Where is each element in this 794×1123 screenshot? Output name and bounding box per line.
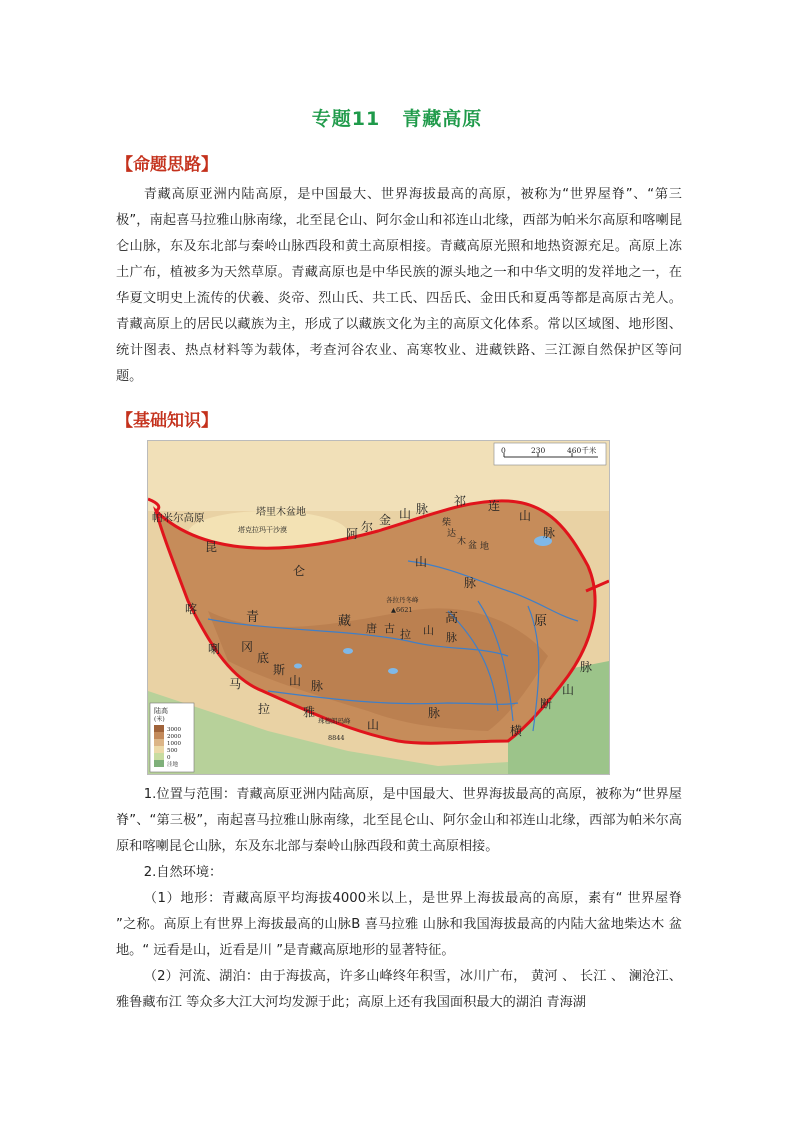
label-kunlun-2: 仑 [293, 564, 306, 578]
label-qaidam-4: 盆 [468, 541, 478, 551]
section-heading-basics: 【基础知识】 [116, 411, 218, 431]
label-himalaya-2: 拉 [258, 702, 271, 716]
legend-swatch-depression [154, 760, 164, 767]
label-tanggula-2: 古 [384, 622, 395, 635]
label-altun-5: 脉 [416, 502, 429, 516]
label-himalaya-5: 脉 [428, 706, 441, 720]
point-2a-terrain: （1）地形：青藏高原平均海拔4000米以上，是世界上海拔最高的高原，素有“ 世界屋脊 ”之称。高原上有世界上海拔最高的山脉B 喜马拉雅 山脉和我国海拔最高的内陆大盆地柴达木 盆地。“ 远看是山，近看是川 ”是青藏高原地形的显著特征。 [116, 891, 682, 958]
legend-level-3000: 3000 [167, 727, 181, 733]
label-tanggula-3: 拉 [400, 628, 411, 641]
label-altun-1: 阿 [346, 527, 359, 541]
point-2b-rivers-lakes: （2）河流、湖泊：由于海拔高，许多山峰终年积雪，冰川广布， 黄河 、 长江 、 澜沧江、 雅鲁藏布江 等众多大江大河均发源于此；高原上还有我国面积最大的湖泊 青海湖 [116, 969, 682, 1010]
label-himalaya-3: 雅 [303, 705, 316, 719]
label-gangdise-2: 底 [257, 651, 270, 665]
label-hengduan-2: 断 [540, 697, 553, 711]
legend-level-depression: 洼地 [167, 762, 179, 768]
label-hengduan-4: 脉 [580, 660, 593, 674]
legend-level-1000: 1000 [167, 741, 181, 747]
label-qilian-2: 连 [488, 499, 501, 513]
label-kunlun-3: 山 [415, 555, 428, 569]
legend-title: 陆高 [154, 707, 168, 715]
point-2-heading: 2.自然环境： [143, 865, 223, 880]
legend-level-0: 0 [167, 755, 171, 761]
intro-paragraph: 青藏高原亚洲内陆高原，是中国最大、世界海拔最高的高原，被称为“世界屋脊”、“第三极”，南起喜马拉雅山脉南缘，北至昆仑山、阿尔金山和祁连山北缘，西部为帕米尔高原和喀喇昆仑山脉，东及东北部与秦岭山脉西段和黄土高原相接。青藏高原光照和地热资源充足。高原上冻土广布，植被多为天然草原。青藏高原也是中华民族的源头地之一和中华文明的发祥地之一，在华夏文明史上流传的伏羲、炎帝、烈山氏、共工氏、四岳氏、金田氏和夏禹等都是高原古羌人。青藏高原上的居民以藏族为主，形成了以藏族文化为主的高原文化体系。常以区域图、地形图、统计图表、热点材料等为载体，考查河谷农业、高寒牧业、进藏铁路、三江源自然保护区等问题。 [116, 187, 682, 384]
label-kunlun-4: 脉 [464, 576, 477, 590]
lake-small-2 [294, 664, 302, 669]
topic-name: 青藏高原 [402, 108, 483, 130]
label-qaidam-5: 地 [480, 542, 490, 552]
label-gangdise-4: 山 [289, 674, 302, 688]
label-karakoram-1: 喀 [185, 602, 198, 616]
legend-swatch-0 [154, 753, 164, 760]
label-everest: 珠穆朗玛峰 [318, 717, 351, 725]
scale-label-mid: 230 [531, 446, 546, 455]
label-geladandong: 各拉丹冬峰 [386, 596, 419, 604]
label-gangdise-5: 脉 [311, 679, 324, 693]
label-gangdise-3: 斯 [273, 663, 286, 677]
topic-number: 专题11 [311, 108, 381, 130]
label-plateau-4: 原 [534, 614, 548, 629]
point-1-location: 1.位置与范围：青藏高原亚洲内陆高原，是中国最大、世界海拔最高的高原，被称为“世界屋脊”、“第三极”，南起喜马拉雅山脉南缘，北至昆仑山、阿尔金山和祁连山北缘，西部为帕米尔高原和喀喇昆仑山脉，东及东北部与秦岭山脉西段和黄土高原相接。 [116, 787, 682, 854]
label-altun-4: 山 [399, 507, 412, 521]
label-gangdise-1: 冈 [241, 640, 254, 654]
elevation-legend [150, 703, 194, 772]
label-geladandong-height: ▲6621 [391, 606, 413, 614]
scale-label-end: 460千米 [567, 446, 597, 455]
label-himalaya-4: 山 [367, 718, 380, 732]
label-qilian-1: 祁 [454, 494, 467, 508]
label-himalaya-1: 马 [229, 677, 242, 691]
label-qilian-3: 山 [519, 509, 532, 523]
label-altun-2: 尔 [361, 520, 374, 534]
legend-swatch-1000 [154, 739, 164, 746]
label-plateau-1: 青 [246, 610, 260, 625]
label-qaidam-3: 木 [457, 537, 467, 547]
label-tarim-basin: 塔里木盆地 [256, 507, 306, 518]
label-taklimakan: 塔克拉玛干沙漠 [238, 526, 287, 534]
label-qaidam-2: 达 [447, 529, 457, 539]
label-plateau-2: 藏 [338, 614, 352, 629]
legend-level-500: 500 [167, 748, 178, 754]
section-heading-ideas: 【命题思路】 [116, 155, 218, 175]
legend-level-2000: 2000 [167, 734, 181, 740]
scale-label-zero: 0 [501, 446, 506, 455]
lake-small-3 [388, 668, 398, 674]
label-tanggula-5: 脉 [446, 631, 457, 644]
legend-unit: (米) [154, 716, 165, 723]
tibet-plateau-map [147, 440, 610, 775]
label-tanggula-1: 唐 [366, 622, 377, 635]
legend-swatch-500 [154, 746, 164, 753]
label-qilian-4: 脉 [543, 526, 556, 540]
page-title [0, 104, 794, 131]
label-hengduan-1: 横 [510, 724, 523, 738]
legend-swatch-3000 [154, 725, 164, 732]
label-plateau-3: 高 [445, 611, 459, 626]
label-pamir: 帕米尔高原 [152, 512, 205, 524]
label-altun-3: 金 [379, 513, 392, 527]
label-hengduan-3: 山 [562, 683, 575, 697]
label-karakoram-2: 喇 [208, 642, 221, 656]
label-tanggula-4: 山 [423, 624, 434, 637]
lake-small-1 [343, 648, 353, 654]
label-kunlun-1: 昆 [205, 540, 218, 554]
legend-swatch-2000 [154, 732, 164, 739]
label-everest-height: 8844 [328, 734, 345, 742]
label-qaidam-1: 柴 [442, 518, 452, 528]
